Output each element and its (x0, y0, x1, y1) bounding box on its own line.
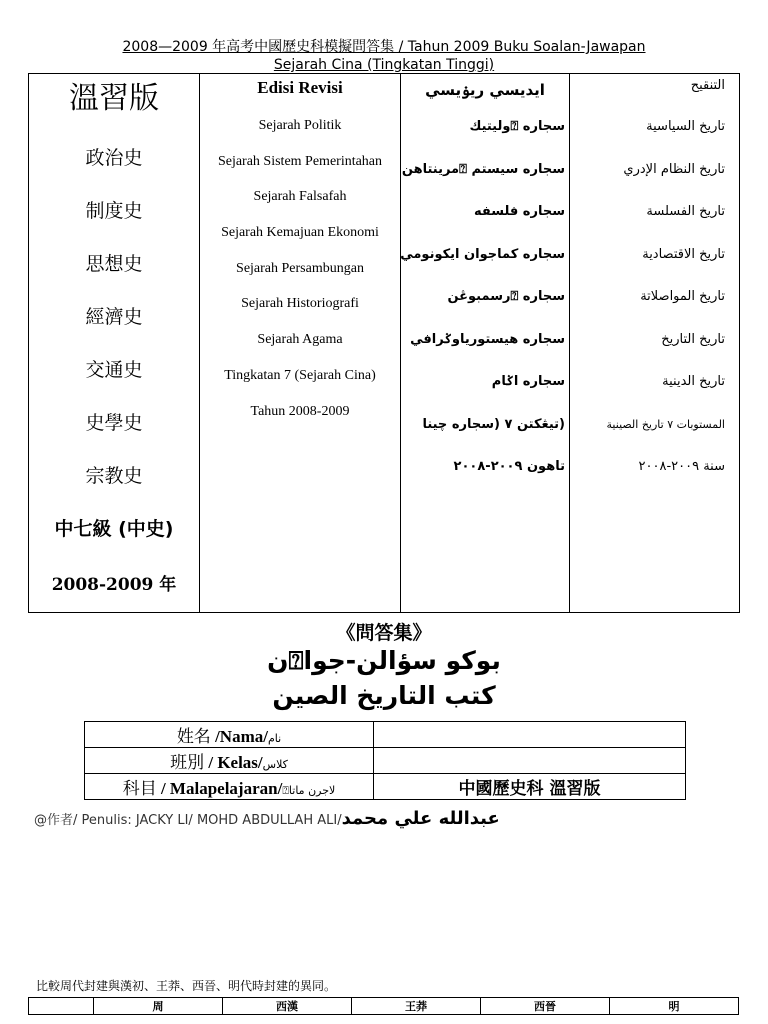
chinese-topic: 宗教史 (85, 465, 143, 487)
student-info-table (84, 721, 686, 800)
jawi-topic: تاهون ٢٠٠٩-٢٠٠٨ (453, 459, 565, 474)
comparison-header: 西漢 (223, 998, 352, 1015)
name-label: 姓名 /Nama/نام (85, 722, 374, 748)
chinese-topic: 交通史 (85, 359, 143, 381)
comparison-table (28, 997, 739, 1015)
chinese-column (29, 74, 200, 613)
header-title-line-2: Sejarah Cina (Tingkatan Tinggi) (273, 57, 495, 73)
author-arabic-name: عبدالله علي محمد (341, 808, 500, 829)
jawi-topic: سجاره ⍰وليتيك (469, 119, 565, 134)
jawi-topic: (تيڠكتن ٧ (سجاره چينا (422, 416, 565, 432)
header-title-line-1: 2008—2009 年高考中國歷史科模擬問答集 / Tahun 2009 Buku Soalan-Jawapan (122, 39, 646, 55)
subject-label: 科目 / Malapelajaran/⍰لاجرن ماتا (85, 774, 374, 800)
jawi-topic: سجاره فلسفه (473, 204, 565, 219)
arabic-topic: تاريخ التاريخ (661, 331, 725, 347)
comparison-question: 比較周代封建與漢初、王莽、西晉、明代時封建的異同。 (36, 979, 337, 993)
chinese-year: 2008-2009 年 (51, 575, 177, 595)
topics-table (28, 73, 740, 613)
rumi-topic: Sejarah Persambungan (236, 260, 364, 276)
comparison-header: 西晉 (481, 998, 610, 1015)
arabic-topic: تاريخ الاقتصادية (642, 246, 725, 262)
chinese-topic: 中七級 (中史) (54, 518, 174, 540)
chinese-topic: 史學史 (85, 412, 143, 434)
jawi-heading: ايديسي ريۏيسي (425, 81, 545, 99)
rumi-topic: Sejarah Agama (257, 332, 343, 348)
rumi-topic: Sejarah Historiografi (241, 296, 359, 312)
jawi-topic: سجاره اݢام (491, 374, 565, 389)
class-field[interactable] (374, 748, 686, 774)
arabic-topic: تاريخ المواصلاتة (640, 289, 725, 304)
chinese-topic: 制度史 (85, 200, 143, 222)
arabic-topic: تاريخ الدينية (662, 374, 725, 389)
comparison-header: 王莽 (352, 998, 481, 1015)
rumi-topic: Tahun 2008-2009 (250, 403, 350, 419)
rumi-topic: Sejarah Sistem Pemerintahan (217, 153, 383, 169)
jawi-topic: سجاره سيستم ⍰مرينتاهن (401, 161, 565, 177)
class-row (85, 748, 686, 774)
comparison-header: 明 (610, 998, 739, 1015)
jawi-column (401, 74, 570, 613)
arabic-book-title: كتب التاريخ الصين (272, 681, 496, 710)
jawi-book-title: بوكو سؤالن-جوا⍰ن (267, 646, 501, 675)
document-header (0, 38, 768, 74)
arabic-topic: تاريخ الفسلسة (646, 204, 725, 219)
comparison-header: 周 (94, 998, 223, 1015)
name-row (85, 722, 686, 748)
arabic-topic: تاريخ السياسية (646, 119, 725, 134)
arabic-topic: المستوبات ٧ تاريخ الصينية (606, 417, 725, 431)
author-prefix: @作者/ Penulis: JACKY LI/ MOHD ABDULLAH ALI/ (34, 813, 342, 828)
subject-value: 中國歷史科 溫習版 (374, 774, 686, 800)
qa-collection-title: 《問答集》 (336, 622, 432, 644)
arabic-heading: التنقيح (690, 78, 725, 93)
chinese-heading: 溫習版 (69, 81, 159, 116)
chinese-topic: 經濟史 (85, 306, 143, 328)
jawi-topic: سجاره كماجوان ايكونومي (400, 246, 565, 262)
jawi-topic: سجاره هيستورياوݢرافي (410, 331, 565, 347)
rumi-topic: Sejarah Falsafah (253, 189, 347, 205)
jawi-topic: سجاره ⍰رسمبوڠن (447, 289, 565, 304)
arabic-topic: تاريخ النظام الإدري (623, 161, 725, 177)
chinese-topic: 政治史 (85, 147, 143, 169)
rumi-column (200, 74, 401, 613)
rumi-topic: Tingkatan 7 (Sejarah Cina) (224, 367, 376, 383)
arabic-column (570, 74, 740, 613)
chinese-topic: 思想史 (85, 253, 143, 275)
rumi-topic: Sejarah Politik (258, 118, 342, 133)
rumi-heading: Edisi Revisi (257, 78, 343, 97)
rumi-topic: Sejarah Kemajuan Ekonomi (221, 225, 379, 241)
class-label: 班別 / Kelas/كلاس (85, 748, 374, 774)
arabic-topic: سنة ٢٠٠٩-٢٠٠٨ (638, 459, 725, 474)
comparison-header-blank (29, 998, 94, 1015)
subject-row (85, 774, 686, 800)
name-field[interactable] (374, 722, 686, 748)
author-line (34, 808, 500, 829)
